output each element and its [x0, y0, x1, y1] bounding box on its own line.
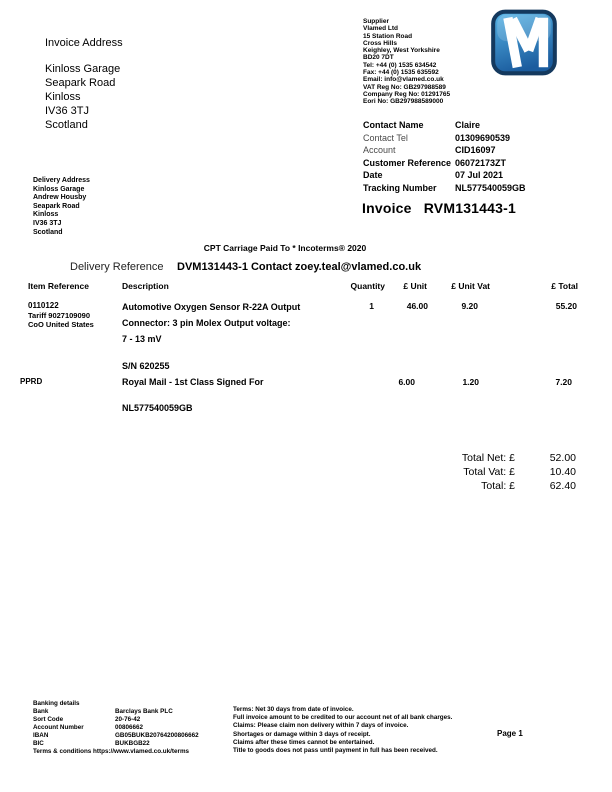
- invoice-address-line: Kinloss: [45, 91, 81, 103]
- delivery-address-line: IV36 3TJ: [33, 219, 62, 227]
- contact-label: Customer Reference: [363, 157, 452, 168]
- delivery-reference-label: Delivery Reference: [70, 261, 164, 273]
- invoice-address-line: Seapark Road: [45, 77, 116, 89]
- item-description-line: Royal Mail - 1st Class Signed For: [122, 377, 264, 387]
- bank-row: [33, 708, 228, 716]
- incoterms-line: CPT Carriage Paid To * Incoterms® 2020: [203, 243, 367, 253]
- invoice-title: [362, 200, 516, 216]
- col-header-quantity: Quantity: [350, 281, 385, 291]
- invoice-number: RVM131443-1: [423, 200, 516, 216]
- item-quantity: 1: [369, 301, 374, 311]
- col-header-unit-vat: £ Unit Vat: [451, 281, 490, 291]
- contact-row: [363, 144, 593, 157]
- contact-row: [363, 132, 593, 145]
- invoice-address-title: Invoice Address: [45, 37, 123, 49]
- delivery-address-line: Andrew Housby: [33, 194, 87, 202]
- bank-row: [33, 724, 228, 732]
- terms-line: Shortages or damage within 3 days of receipt.: [233, 730, 371, 738]
- contact-label: Tracking Number: [363, 182, 437, 193]
- total-gross-value: 62.40: [549, 480, 576, 492]
- supplier-line: Company Reg No: 01291765: [363, 90, 451, 98]
- contact-row: [363, 157, 593, 170]
- contact-row: [363, 182, 593, 195]
- supplier-line: Tel: +44 (0) 1535 634542: [363, 61, 437, 69]
- item-unit-vat: 1.20: [462, 377, 479, 387]
- contact-row: [363, 169, 593, 182]
- item-serial-number: S/N 620255: [122, 361, 170, 371]
- bank-label: BIC: [33, 740, 44, 747]
- vlamed-logo: [489, 9, 559, 76]
- item-reference: 0110122: [28, 301, 59, 310]
- item-unit-price: 6.00: [398, 377, 415, 387]
- supplier-line: Vlamed Ltd: [363, 25, 399, 33]
- terms-block: [233, 706, 483, 755]
- terms-line: Title to goods does not pass until payment in full has been received.: [233, 747, 438, 755]
- terms-line: Claims: Please claim non delivery within 7 days of invoice.: [233, 722, 409, 730]
- bank-value: BUKBGB22: [115, 740, 150, 747]
- total-gross-label: Total: £: [481, 480, 515, 492]
- supplier-line: Eori No: GB297988589000: [363, 98, 444, 106]
- supplier-line: BD20 7DT: [363, 54, 394, 62]
- item-description-line: Connector: 3 pin Molex Output voltage:: [122, 318, 291, 328]
- supplier-line: VAT Reg No: GB297988589: [363, 83, 446, 91]
- item-coo: CoO United States: [28, 320, 94, 329]
- supplier-line: Fax: +44 (0) 1535 635592: [363, 69, 439, 77]
- invoice-address-line: Scotland: [45, 119, 88, 131]
- terms-line: Terms: Net 30 days from date of invoice.: [233, 706, 354, 713]
- bank-label: IBAN: [33, 732, 49, 739]
- bank-value: 20-76-42: [115, 716, 141, 723]
- bank-value: Barclays Bank PLC: [115, 708, 173, 715]
- bank-value: 00806662: [115, 724, 144, 731]
- banking-details-title: Banking details: [33, 700, 80, 707]
- supplier-line: Cross Hills: [363, 39, 397, 47]
- contact-label: Contact Tel: [363, 132, 408, 143]
- total-net-label: Total Net: £: [461, 452, 515, 464]
- item-description-line: 7 - 13 mV: [122, 334, 162, 344]
- bank-label: Account Number: [33, 724, 84, 731]
- delivery-address-line: Kinloss Garage: [33, 185, 85, 193]
- item-unit-price: 46.00: [406, 301, 428, 311]
- col-header-total: £ Total: [551, 281, 578, 291]
- contact-value: NL577540059GB: [455, 182, 526, 193]
- contact-value: 07 Jul 2021: [455, 170, 504, 181]
- bank-label: Sort Code: [33, 716, 64, 723]
- bank-label: Bank: [33, 708, 49, 715]
- item-reference: PPRD: [20, 377, 43, 386]
- invoice-address-block: [45, 62, 120, 132]
- delivery-reference-value: DVM131443-1 Contact zoey.teal@vlamed.co.uk: [177, 261, 422, 273]
- item-total: 7.20: [555, 377, 572, 387]
- invoice-address-line: IV36 3TJ: [45, 105, 90, 117]
- banking-details-block: [33, 700, 228, 756]
- delivery-reference-line: [70, 257, 421, 275]
- contact-row: [363, 119, 593, 132]
- invoice-title-label: Invoice: [362, 200, 412, 216]
- contact-value: 01309690539: [455, 132, 511, 143]
- terms-line: Claims after these times cannot be entertained.: [233, 738, 375, 746]
- col-header-unit: £ Unit: [403, 281, 427, 291]
- contact-block: [363, 119, 593, 195]
- delivery-address-block: [33, 177, 90, 237]
- delivery-address-line: Seapark Road: [33, 202, 80, 210]
- contact-value: Claire: [455, 120, 481, 130]
- total-vat-label: Total Vat: £: [463, 466, 515, 478]
- supplier-block: [363, 18, 493, 106]
- delivery-address-line: Kinloss: [33, 211, 59, 219]
- col-header-description: Description: [122, 281, 169, 291]
- bank-row: [33, 740, 228, 748]
- total-net-value: 52.00: [549, 452, 576, 464]
- contact-label: Account: [363, 145, 396, 156]
- supplier-line: Keighley, West Yorkshire: [363, 47, 440, 55]
- bank-value: GB05BUKB20764200806662: [115, 732, 199, 739]
- item-tracking-number: NL577540059GB: [122, 403, 193, 413]
- item-tariff: Tariff 9027109090: [28, 311, 90, 320]
- page-number: Page 1: [497, 729, 523, 738]
- total-vat-value: 10.40: [549, 466, 576, 478]
- vlamed-logo-icon: [489, 9, 559, 76]
- col-header-item-reference: Item Reference: [28, 281, 89, 291]
- delivery-address-title: Delivery Address: [33, 177, 90, 184]
- supplier-line: 15 Station Road: [363, 32, 413, 40]
- invoice-address-line: Kinloss Garage: [45, 63, 121, 75]
- contact-value: 06072173ZT: [455, 157, 507, 168]
- terms-conditions-link: Terms & conditions https://www.vlamed.co.uk/terms: [33, 748, 190, 755]
- item-description-line: Automotive Oxygen Sensor R-22A Output: [122, 302, 301, 312]
- contact-value: CID16097: [455, 145, 496, 156]
- item-total: 55.20: [555, 301, 577, 311]
- delivery-address-line: Scotland: [33, 228, 63, 236]
- supplier-line: Email: info@vlamed.co.uk: [363, 76, 444, 84]
- bank-row: [33, 732, 228, 740]
- bank-row: [33, 716, 228, 724]
- contact-label: Date: [363, 170, 383, 181]
- terms-line: Full invoice amount to be credited to our account net of all bank charges.: [233, 714, 453, 722]
- supplier-title: Supplier: [363, 18, 390, 25]
- contact-label: Contact Name: [363, 120, 424, 130]
- item-unit-vat: 9.20: [461, 301, 478, 311]
